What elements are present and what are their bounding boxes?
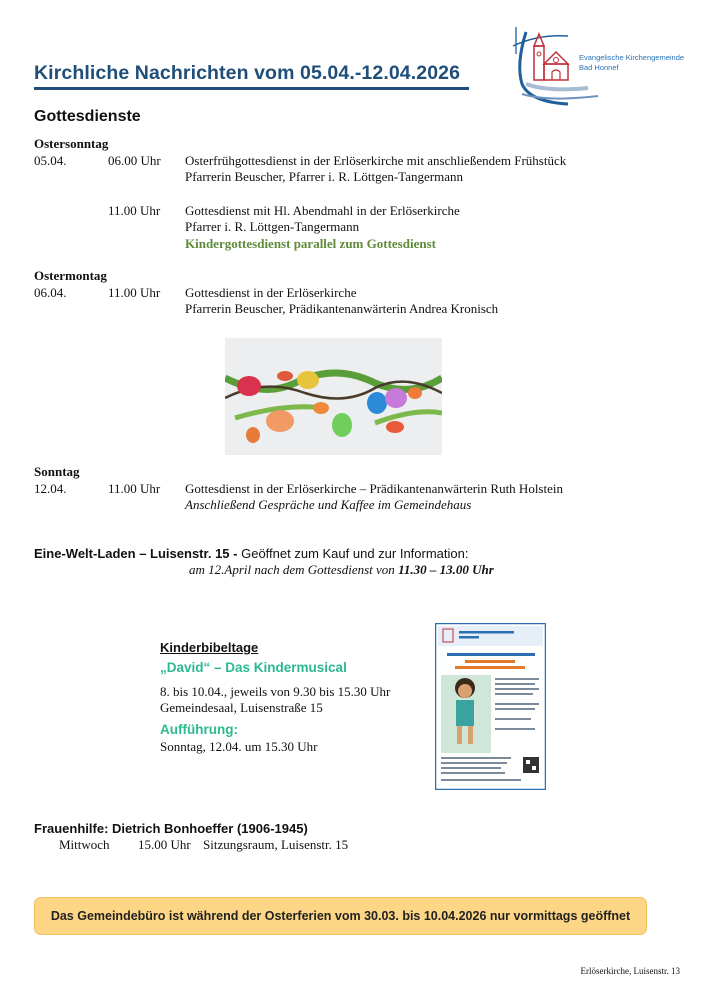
- service-description: Gottesdienst in der Erlöserkirche: [185, 285, 357, 300]
- service-officiants: Pfarrerin Beuscher, Pfarrer i. R. Löttgen-Tangermann: [185, 169, 463, 184]
- logo-text-line2: Bad Honnef: [579, 63, 619, 72]
- page-footer: Erlöserkirche, Luisenstr. 13: [580, 966, 680, 976]
- service-date: 06.04.: [34, 285, 67, 300]
- kinderbibeltage-title: Kinderbibeltage: [160, 640, 259, 655]
- kinderbibeltage-subtitle: „David“ – Das Kindermusical: [160, 660, 347, 675]
- service-note: Anschließend Gespräche und Kaffee im Gemeindehaus: [185, 497, 472, 512]
- auffuehrung-label: Aufführung:: [160, 722, 238, 737]
- kinderbibeltage-location: Gemeindesaal, Luisenstraße 15: [160, 700, 323, 715]
- eine-welt-laden-time-range: 11.30 – 13.00 Uhr: [398, 562, 494, 577]
- logo-text-line1: Evangelische Kirchengemeinde: [579, 53, 685, 62]
- notice-text: Das Gemeindebüro ist während der Osterferien vom 30.03. bis 10.04.2026 nur vormittags geöffnet: [50, 909, 631, 923]
- logo-text: [579, 53, 684, 73]
- service-time: 11.00 Uhr: [108, 285, 161, 300]
- service-description: Gottesdienst in der Erlöserkirche – Prädikantenanwärterin Ruth Holstein: [185, 481, 563, 496]
- service-date: 12.04.: [34, 481, 67, 496]
- eine-welt-laden-info: Geöffnet zum Kauf und zur Information:: [237, 546, 469, 561]
- page-title: Kirchliche Nachrichten vom 05.04.-12.04.2026: [34, 62, 461, 84]
- kinderbibeltage-poster: [435, 623, 546, 790]
- service-time: 06.00 Uhr: [108, 153, 161, 168]
- service-time: 11.00 Uhr: [108, 481, 161, 496]
- service-officiants: Pfarrerin Beuscher, Prädikantenanwärterin Andrea Kronisch: [185, 301, 499, 316]
- eine-welt-laden-time: [189, 562, 494, 578]
- service-date: 05.04.: [34, 153, 67, 168]
- day-label-ostersonntag: Ostersonntag: [34, 136, 109, 151]
- kinderbibeltage-dates: 8. bis 10.04., jeweils von 9.30 bis 15.30 Uhr: [160, 684, 391, 699]
- day-label-sonntag: Sonntag: [34, 464, 80, 479]
- frauenhilfe-title: Frauenhilfe: Dietrich Bonhoeffer (1906-1945): [34, 821, 308, 836]
- kindergottesdienst-note: Kindergottesdienst parallel zum Gottesdienst: [185, 236, 436, 251]
- service-officiants: Pfarrer i. R. Löttgen-Tangermann: [185, 219, 360, 234]
- title-underline: [34, 87, 469, 90]
- section-heading-gottesdienste: Gottesdienste: [34, 108, 141, 125]
- auffuehrung-date: Sonntag, 12.04. um 15.30 Uhr: [160, 739, 318, 754]
- eine-welt-laden-title: Eine-Welt-Laden – Luisenstr. 15 -: [34, 546, 238, 561]
- service-description: Osterfrühgottesdienst in der Erlöserkirche mit anschließendem Frühstück: [185, 153, 567, 168]
- easter-eggs-image: [225, 338, 442, 455]
- service-description: Gottesdienst mit Hl. Abendmahl in der Erlöserkirche: [185, 203, 460, 218]
- eine-welt-laden-heading: [34, 546, 468, 561]
- office-hours-notice: [34, 897, 647, 935]
- frauenhilfe-place: Sitzungsraum, Luisenstr. 15: [203, 837, 349, 852]
- frauenhilfe-time: 15.00 Uhr: [138, 837, 191, 852]
- eine-welt-laden-time-text: am 12.April nach dem Gottesdienst von: [189, 562, 399, 577]
- service-time: 11.00 Uhr: [108, 203, 161, 218]
- day-label-ostermontag: Ostermontag: [34, 268, 107, 283]
- frauenhilfe-day: Mittwoch: [59, 837, 110, 852]
